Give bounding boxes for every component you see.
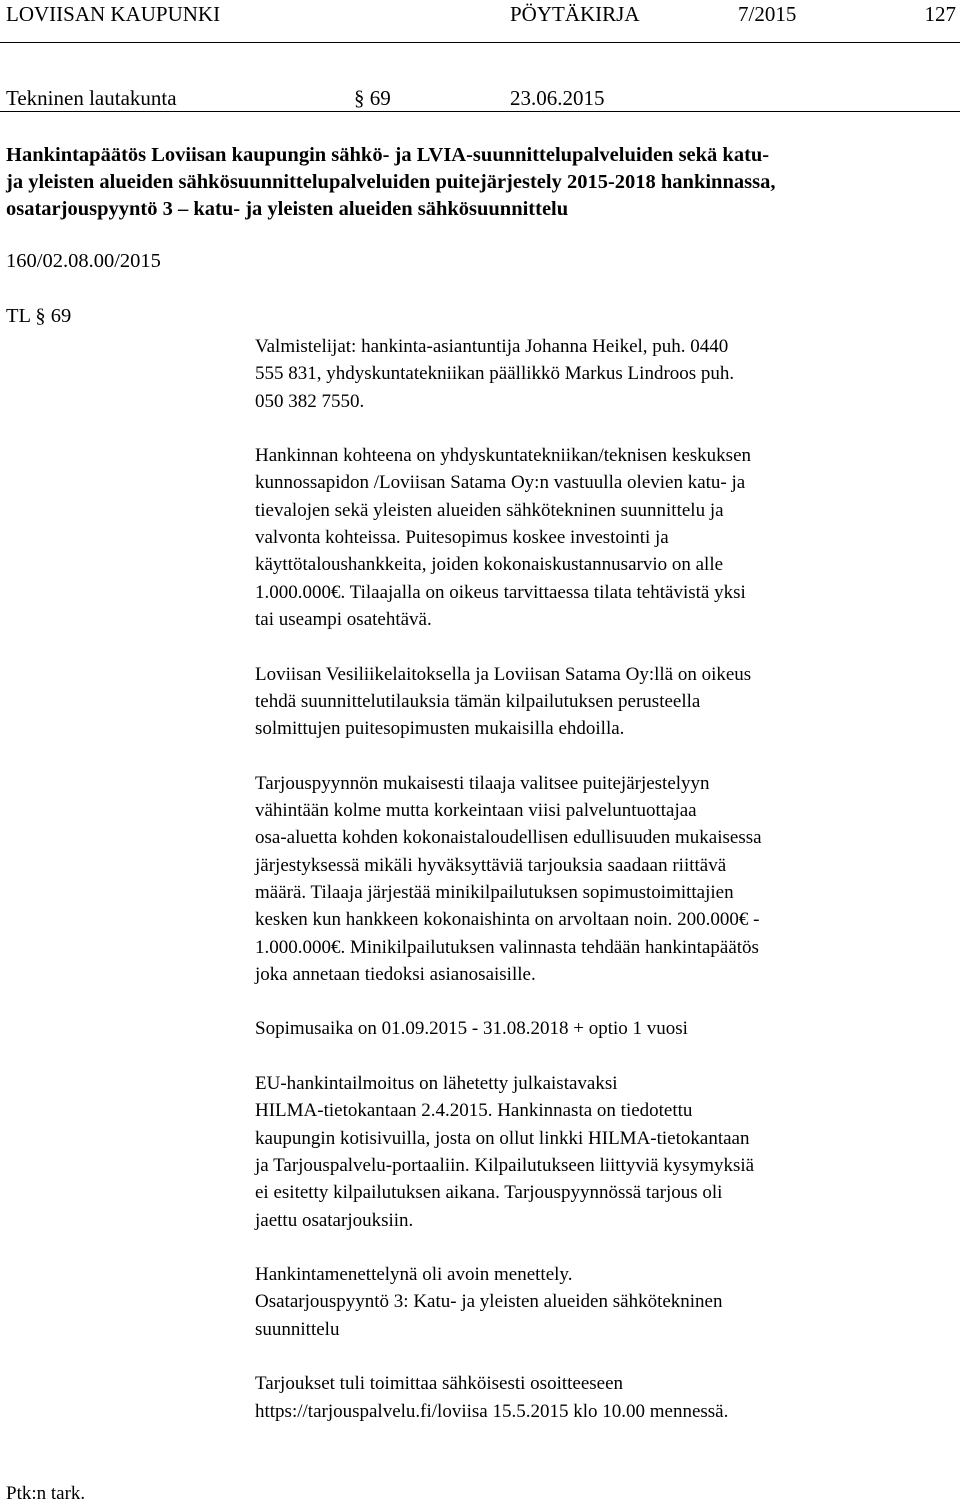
section-label: TL § 69 [6,305,72,327]
body-line: osa-aluetta kohden kokonaistaloudellisen edullisuuden mukaisessa [255,827,762,849]
body-line: kaupungin kotisivuilla, josta on ollut linkki HILMA-tietokantaan [255,1127,750,1149]
body-line: tehdä suunnittelutilauksia tämän kilpailutuksen perusteella [255,690,701,712]
body-line: Valmistelijat: hankinta-asiantuntija Johanna Heikel, puh. 0440 [255,336,729,357]
body-line: 050 382 7550. [255,390,365,412]
city-name: LOVIISAN KAUPUNKI [6,2,221,26]
body-line: Loviisan Vesiliikelaitoksella ja Loviisan Satama Oy:llä on oikeus [255,663,752,685]
decision-body [255,333,935,1425]
page-number: 127 [924,2,956,26]
body-line: valvonta kohteissa. Puitesopimus koskee investointi ja [255,527,669,549]
reference-number: 160/02.08.00/2015 [6,250,161,272]
title-line: ja yleisten alueiden sähkösuunnittelupalveluiden puitejärjestely 2015-2018 hankinnassa, [6,171,776,193]
title-line: osatarjouspyyntö 3 – katu- ja yleisten alueiden sähkösuunnittelu [6,198,569,220]
body-line: 555 831, yhdyskuntatekniikan päällikkö Markus Lindroos puh. [255,363,735,385]
body-line: Tarjouspyynnön mukaisesti tilaaja valitsee puitejärjestelyyn [255,772,710,794]
body-line: kunnossapidon /Loviisan Satama Oy:n vastuulla olevien katu- ja [255,472,746,494]
body-line: joka annetaan tiedoksi asianosaisille. [255,963,536,985]
body-line: Tarjoukset tuli toimittaa sähköisesti osoitteeseen [255,1373,624,1395]
decision-title [6,142,956,223]
body-line: tievalojen sekä yleisten alueiden sähkötekninen suunnittelu ja [255,499,724,521]
paragraph-gap [255,415,935,442]
body-line: HILMA-tietokantaan 2.4.2015. Hankinnasta on tiedotettu [255,1100,693,1122]
paragraph-gap [255,1343,935,1370]
meeting-info-divider [0,111,960,112]
body-line: käyttötaloushankkeita, joiden kokonaiskustannusarvio on alle [255,554,724,576]
body-line: vähintään kolme mutta korkeintaan viisi palveluntuottajaa [255,800,697,822]
issue-number: 7/2015 [738,2,797,26]
paragraph-gap [255,1043,935,1070]
body-line: järjestyksessä mikäli hyväksyttäviä tarjouksia saadaan riittävä [255,854,727,876]
minutes-checker-label: Ptk:n tark. [6,1483,86,1504]
body-line: suunnittelu [255,1318,340,1340]
body-line: ja Tarjouspalvelu-portaaliin. Kilpailutukseen liittyviä kysymyksiä [255,1154,755,1176]
paragraph-gap [255,633,935,660]
body-line: Sopimusaika on 01.09.2015 - 31.08.2018 + optio 1 vuosi [255,1018,688,1040]
header-divider [0,42,960,43]
body-line: https://tarjouspalvelu.fi/loviisa 15.5.2015 klo 10.00 mennessä. [255,1400,729,1422]
title-line: Hankintapäätös Loviisan kaupungin sähkö- ja LVIA-suunnittelupalveluiden sekä katu- [6,144,770,166]
meeting-date: 23.06.2015 [510,86,605,110]
paragraph-gap [255,1234,935,1261]
body-line: Hankinnan kohteena on yhdyskuntatekniikan/teknisen keskuksen [255,445,752,467]
body-line: 1.000.000€. Tilaajalla on oikeus tarvittaessa tilata tehtävistä yksi [255,581,746,603]
body-line: kesken kun hankkeen kokonaishinta on arvoltaan noin. 200.000€ - [255,909,760,931]
page-header [6,2,956,32]
body-line: Hankintamenettelynä oli avoin menettely. [255,1264,573,1286]
document-type: PÖYTÄKIRJA [510,2,640,26]
board-name: Tekninen lautakunta [6,86,177,110]
body-line: EU-hankintailmoitus on lähetetty julkaistavaksi [255,1073,618,1095]
body-line: Osatarjouspyyntö 3: Katu- ja yleisten alueiden sähkötekninen [255,1291,723,1313]
meeting-info [6,86,956,112]
body-line: 1.000.000€. Minikilpailutuksen valinnasta tehdään hankintapäätös [255,936,759,958]
body-line: ei esitetty kilpailutuksen aikana. Tarjouspyynnössä tarjous oli [255,1182,723,1204]
body-line: määrä. Tilaaja järjestää minikilpailutuksen sopimustoimittajien [255,881,734,903]
paragraph-gap [255,742,935,769]
paragraph-gap [255,988,935,1015]
body-line: tai useampi osatehtävä. [255,608,432,630]
body-line: solmittujen puitesopimusten mukaisilla ehdoilla. [255,718,625,740]
body-line: jaettu osatarjouksiin. [255,1209,414,1231]
paragraph-number: § 69 [354,86,391,110]
